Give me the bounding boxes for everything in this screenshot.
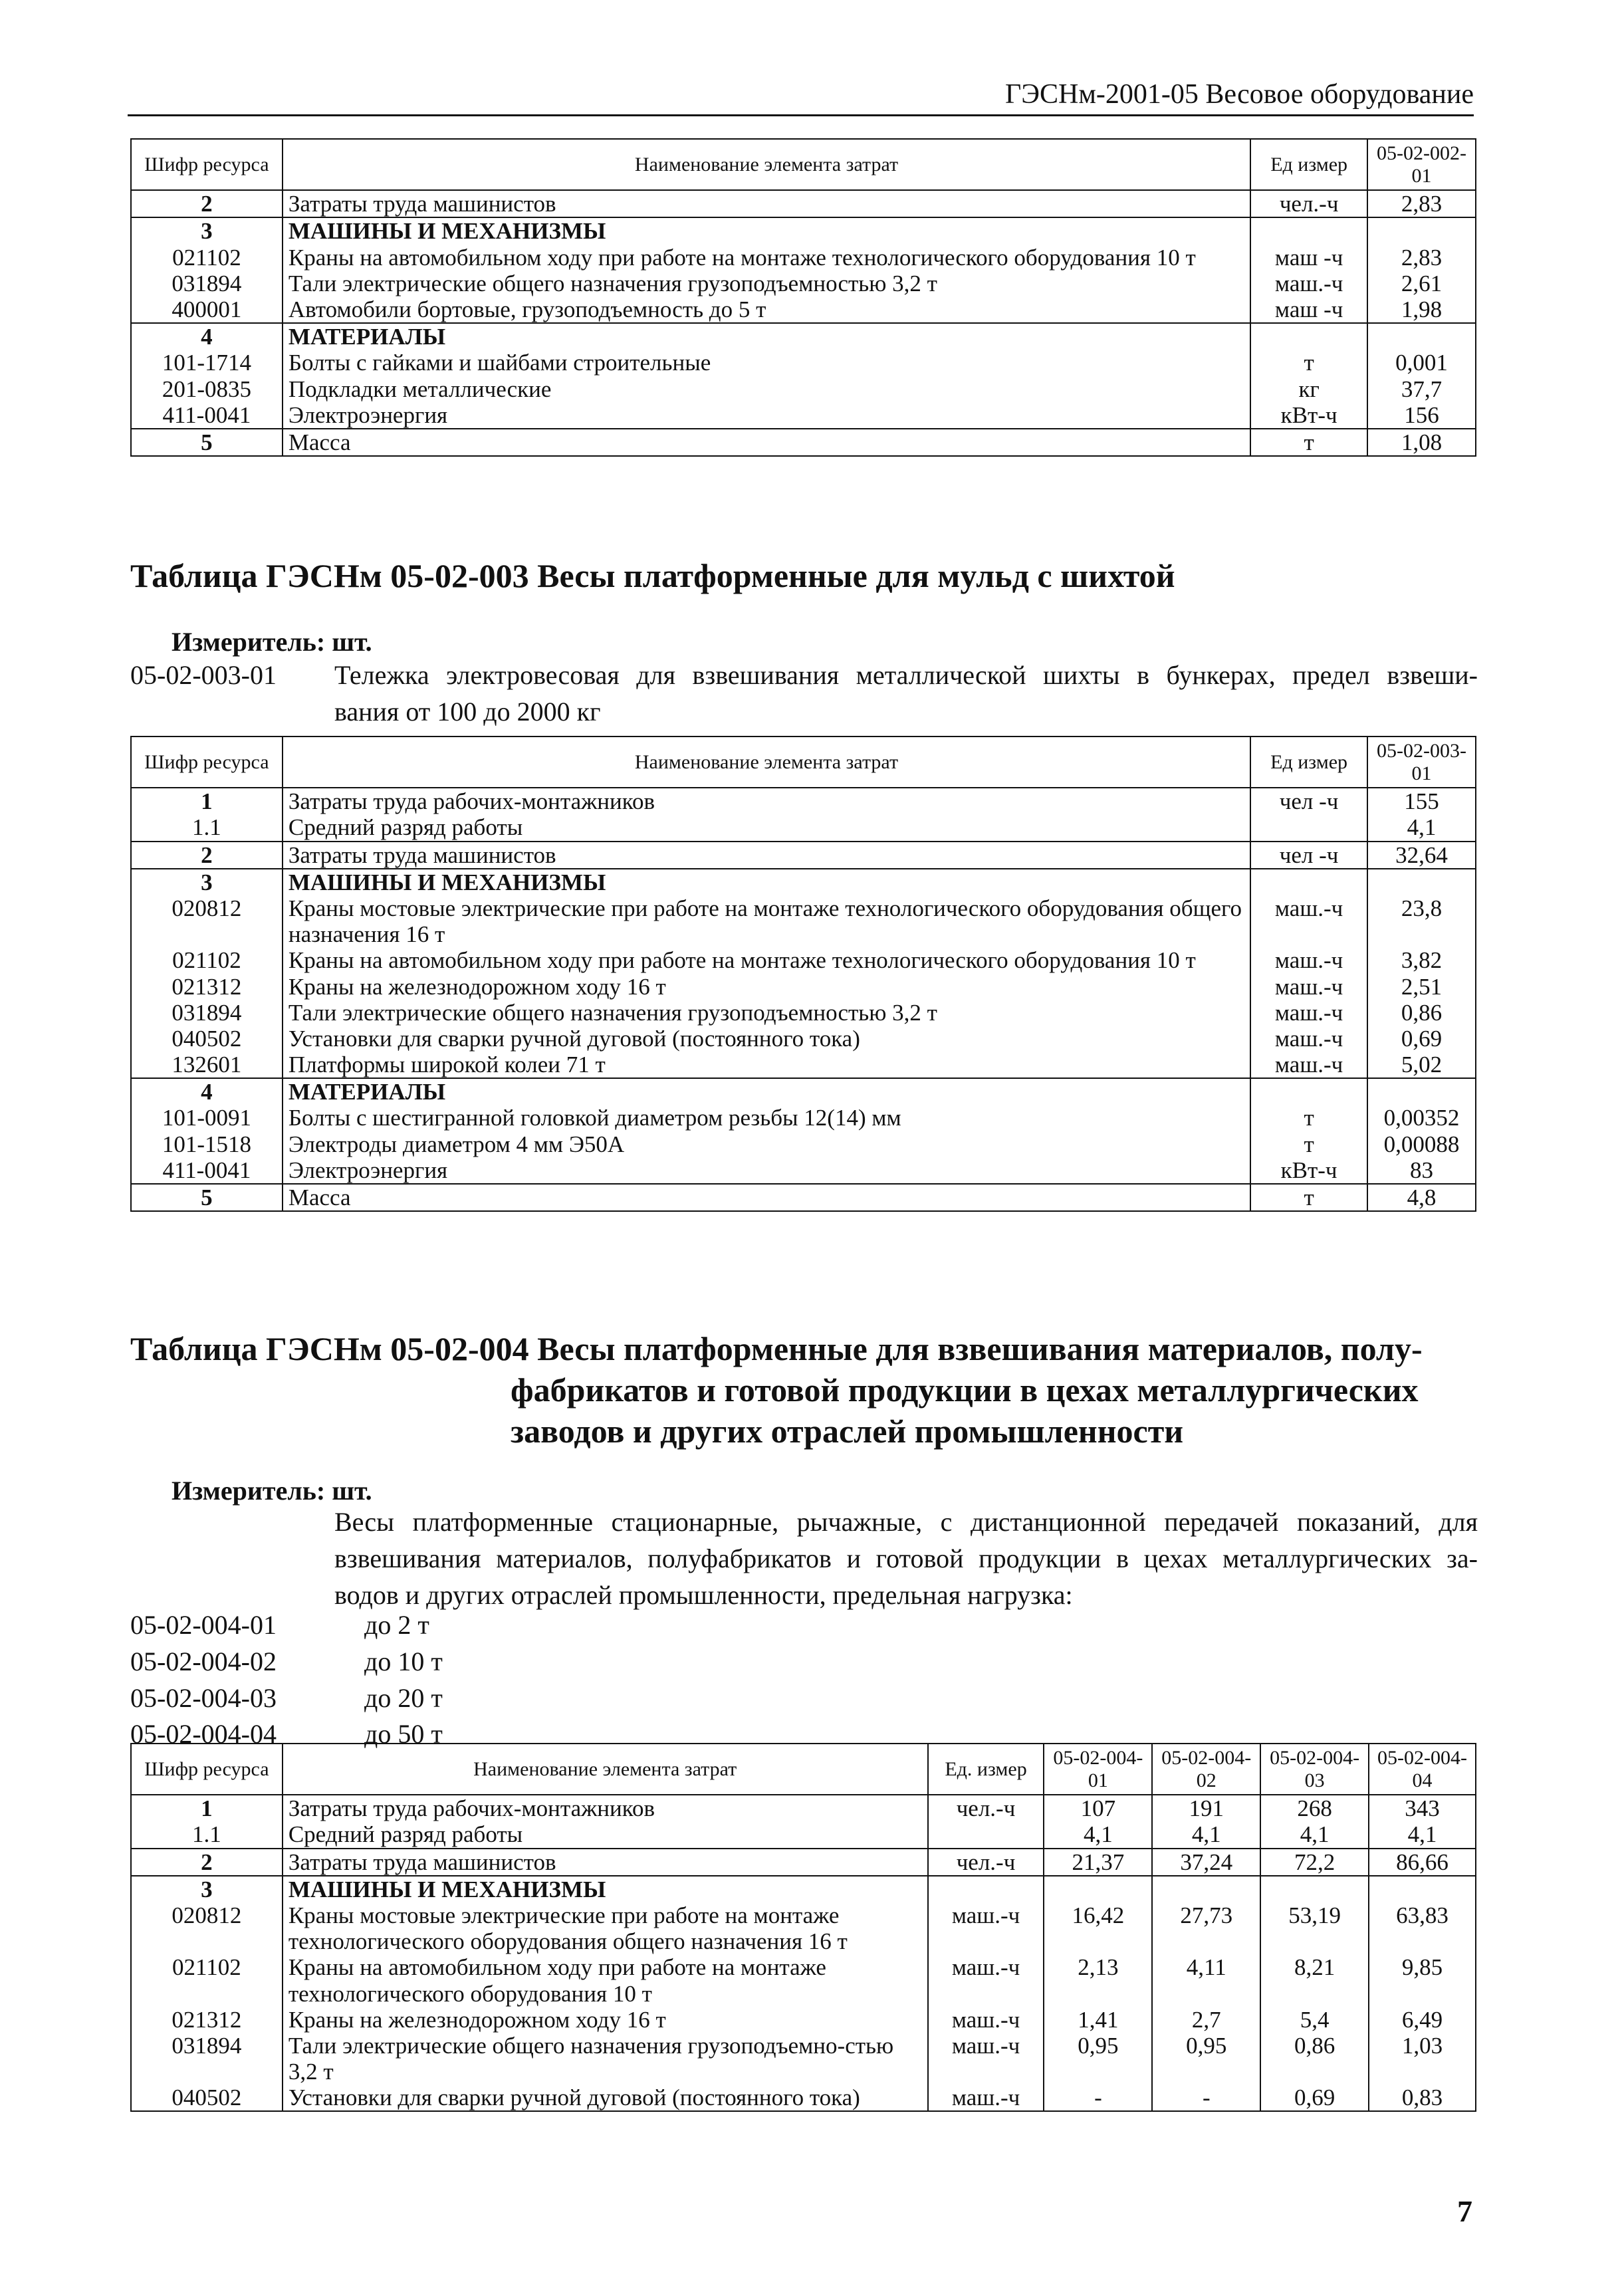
value-cell: 2,83: [1367, 245, 1476, 271]
resource-code-cell: 101-0091: [131, 1105, 283, 1131]
resource-code-cell: 031894: [131, 2033, 283, 2085]
cost-element-cell: Тали электрические общего назначения грузоподъемно-стью 3,2 т: [283, 2033, 928, 2085]
table-row: [131, 974, 1476, 1000]
cost-element-cell: Масса: [283, 429, 1250, 456]
unit-cell: [1250, 217, 1367, 244]
unit-cell: маш.-ч: [1250, 1000, 1367, 1026]
column-header: Ед измер: [1250, 737, 1367, 788]
resource-code-cell: 3: [131, 217, 283, 244]
table-title-05-02-004: [130, 1328, 1480, 1452]
table-row: [131, 869, 1476, 895]
value-cell: 5,4: [1260, 2007, 1369, 2033]
value-cell: 0,95: [1044, 2033, 1152, 2085]
cost-element-cell: Краны мостовые электрические при работе на монтаже технологического оборудования общего назначения 16 т: [283, 895, 1250, 947]
value-cell: 2,7: [1152, 2007, 1260, 2033]
table-body: [131, 1795, 1476, 2111]
meter-line: [172, 626, 372, 657]
value-cell: 2,61: [1367, 271, 1476, 296]
value-cell: 0,69: [1367, 1026, 1476, 1052]
value-cell: 6,49: [1369, 2007, 1476, 2033]
cost-element-cell: МАТЕРИАЛЫ: [283, 323, 1250, 350]
table-body: [131, 788, 1476, 1211]
cost-element-cell: МАШИНЫ И МЕХАНИЗМЫ: [283, 869, 1250, 895]
value-cell: 23,8: [1367, 895, 1476, 947]
value-cell: 0,00352: [1367, 1105, 1476, 1131]
column-header: 05-02-004-02: [1152, 1744, 1260, 1795]
value-cell: 107: [1044, 1795, 1152, 1821]
table-row: [131, 895, 1476, 947]
value-cell: 32,64: [1367, 842, 1476, 869]
unit-cell: [1250, 1078, 1367, 1105]
table-row: [131, 1795, 1476, 1821]
value-cell: 21,37: [1044, 1849, 1152, 1876]
resource-table-05-02-004: [130, 1743, 1476, 2112]
value-cell: 27,73: [1152, 1902, 1260, 1954]
item-code: 05-02-004-01: [130, 1610, 277, 1640]
unit-cell: маш.-ч: [1250, 895, 1367, 947]
column-header: Шифр ресурса: [131, 139, 283, 190]
table-row: [131, 1131, 1476, 1157]
unit-cell: чел.-ч: [928, 1849, 1044, 1876]
table-row: [131, 217, 1476, 244]
table-row: [131, 2085, 1476, 2111]
load-limit: до 10 т: [364, 1646, 443, 1676]
resource-code-cell: 1.1: [131, 814, 283, 841]
value-cell: [1367, 323, 1476, 350]
column-header: Ед измер: [1250, 139, 1367, 190]
resource-code-cell: 040502: [131, 1026, 283, 1052]
value-cell: [1152, 1876, 1260, 1902]
resource-code-cell: 5: [131, 1184, 283, 1211]
table-row: [131, 1821, 1476, 1848]
unit-cell: чел -ч: [1250, 788, 1367, 814]
unit-cell: т: [1250, 350, 1367, 376]
unit-cell: кВт-ч: [1250, 402, 1367, 429]
unit-cell: маш -ч: [1250, 245, 1367, 271]
value-cell: 4,8: [1367, 1184, 1476, 1211]
value-cell: 5,02: [1367, 1052, 1476, 1078]
item-description-line: Тележка электровесовая для взвешивания металлической шихты в бункерах, предел взвеши-: [334, 660, 1478, 690]
table-header: [131, 139, 1476, 190]
cost-element-cell: Электроды диаметром 4 мм Э50А: [283, 1131, 1250, 1157]
table-row: [131, 1026, 1476, 1052]
value-cell: 4,1: [1260, 1821, 1369, 1848]
cost-element-cell: Затраты труда рабочих-монтажников: [283, 1795, 928, 1821]
table-row: [131, 2007, 1476, 2033]
resource-code-cell: 021102: [131, 1954, 283, 2006]
table-row: [131, 1876, 1476, 1902]
load-limit: до 50 т: [364, 1719, 443, 1750]
value-cell: 2,13: [1044, 1954, 1152, 2006]
value-cell: 4,1: [1152, 1821, 1260, 1848]
table-row: [131, 1078, 1476, 1105]
table-row: [131, 190, 1476, 217]
unit-cell: т: [1250, 1105, 1367, 1131]
cost-element-cell: Затраты труда машинистов: [283, 190, 1250, 217]
resource-code-cell: 411-0041: [131, 402, 283, 429]
resource-code-cell: 411-0041: [131, 1157, 283, 1184]
resource-code-cell: 201-0835: [131, 376, 283, 402]
unit-cell: маш.-ч: [1250, 974, 1367, 1000]
value-cell: 0,86: [1367, 1000, 1476, 1026]
cost-element-cell: МАШИНЫ И МЕХАНИЗМЫ: [283, 217, 1250, 244]
value-cell: 0,86: [1260, 2033, 1369, 2085]
resource-code-cell: 132601: [131, 1052, 283, 1078]
cost-element-cell: Затраты труда машинистов: [283, 842, 1250, 869]
unit-cell: маш.-ч: [1250, 1052, 1367, 1078]
table-row: [131, 296, 1476, 323]
value-cell: 86,66: [1369, 1849, 1476, 1876]
table-row: [131, 1157, 1476, 1184]
resource-code-cell: 5: [131, 429, 283, 456]
cost-element-cell: Установки для сварки ручной дуговой (постоянного тока): [283, 2085, 928, 2111]
meter-value: шт.: [332, 627, 372, 657]
unit-cell: [1250, 814, 1367, 841]
cost-element-cell: Болты с гайками и шайбами строительные: [283, 350, 1250, 376]
resource-code-cell: 3: [131, 869, 283, 895]
value-cell: 1,41: [1044, 2007, 1152, 2033]
value-cell: 37,24: [1152, 1849, 1260, 1876]
value-cell: [1367, 217, 1476, 244]
cost-element-cell: Масса: [283, 1184, 1250, 1211]
column-header: Наименование элемента затрат: [283, 139, 1250, 190]
table-row: [131, 245, 1476, 271]
cost-element-cell: Средний разряд работы: [283, 814, 1250, 841]
value-cell: [1367, 869, 1476, 895]
unit-cell: маш.-ч: [1250, 947, 1367, 973]
resource-code-cell: 2: [131, 1849, 283, 1876]
cost-element-cell: Платформы широкой колеи 71 т: [283, 1052, 1250, 1078]
value-cell: 3,82: [1367, 947, 1476, 973]
resource-code-cell: 4: [131, 1078, 283, 1105]
value-cell: -: [1152, 2085, 1260, 2111]
title-line: заводов и других отраслей промышленности: [511, 1413, 1184, 1450]
column-header: 05-02-004-03: [1260, 1744, 1369, 1795]
value-cell: 4,1: [1369, 1821, 1476, 1848]
value-cell: 156: [1367, 402, 1476, 429]
column-header: 05-02-004-04: [1369, 1744, 1476, 1795]
cost-element-cell: Автомобили бортовые, грузоподъемность до 5 т: [283, 296, 1250, 323]
resource-code-cell: 2: [131, 842, 283, 869]
value-cell: 1,08: [1367, 429, 1476, 456]
code-list-item: [130, 1607, 443, 1644]
cost-element-cell: Затраты труда машинистов: [283, 1849, 928, 1876]
table-title-05-02-003: Таблица ГЭСНм 05-02-003 Весы платформенные для мульд с шихтой: [130, 557, 1175, 594]
unit-cell: маш.-ч: [928, 1902, 1044, 1954]
unit-cell: т: [1250, 429, 1367, 456]
resource-code-cell: 3: [131, 1876, 283, 1902]
table-row: [131, 1052, 1476, 1078]
resource-code-cell: 2: [131, 190, 283, 217]
load-limit: до 20 т: [364, 1682, 443, 1713]
value-cell: 16,42: [1044, 1902, 1152, 1954]
resource-code-cell: 031894: [131, 271, 283, 296]
cost-element-cell: Тали электрические общего назначения грузоподъемностью 3,2 т: [283, 1000, 1250, 1026]
cost-element-cell: Средний разряд работы: [283, 1821, 928, 1848]
unit-cell: чел.-ч: [1250, 190, 1367, 217]
cost-element-cell: Установки для сварки ручной дуговой (постоянного тока): [283, 1026, 1250, 1052]
load-limit: до 2 т: [364, 1610, 429, 1640]
item-code: 05-02-004-04: [130, 1719, 277, 1750]
table-row: [131, 814, 1476, 841]
unit-cell: маш.-ч: [928, 2033, 1044, 2085]
unit-cell: кВт-ч: [1250, 1157, 1367, 1184]
value-cell: 268: [1260, 1795, 1369, 1821]
value-cell: 83: [1367, 1157, 1476, 1184]
resource-code-cell: 1: [131, 788, 283, 814]
column-header: Наименование элемента затрат: [283, 737, 1250, 788]
resource-code-cell: 040502: [131, 2085, 283, 2111]
value-cell: [1260, 1876, 1369, 1902]
value-cell: [1044, 1876, 1152, 1902]
value-cell: 0,83: [1369, 2085, 1476, 2111]
table-row: [131, 842, 1476, 869]
meter-label: Измеритель:: [172, 627, 326, 657]
cost-element-cell: МАШИНЫ И МЕХАНИЗМЫ: [283, 1876, 928, 1902]
item-code: 05-02-004-02: [130, 1646, 277, 1676]
value-cell: 4,1: [1367, 814, 1476, 841]
cost-element-cell: Краны на автомобильном ходу при работе на монтаже технологического оборудования 10 т: [283, 245, 1250, 271]
resource-code-cell: 021312: [131, 2007, 283, 2033]
value-cell: 8,21: [1260, 1954, 1369, 2006]
meter-label: Измеритель:: [172, 1476, 326, 1506]
table-header: [131, 737, 1476, 788]
title-line: Таблица ГЭСНм 05-02-004 Весы платформенные для взвешивания материалов, полу-: [130, 1330, 1423, 1367]
cost-element-cell: Подкладки металлические: [283, 376, 1250, 402]
resource-table-05-02-003: [130, 736, 1476, 1212]
header-row: [131, 1744, 1476, 1795]
value-cell: 9,85: [1369, 1954, 1476, 2006]
title-line: фабрикатов и готовой продукции в цехах металлургических: [511, 1371, 1419, 1409]
value-cell: 2,83: [1367, 190, 1476, 217]
cost-element-cell: Болты с шестигранной головкой диаметром резьбы 12(14) мм: [283, 1105, 1250, 1131]
value-cell: 0,95: [1152, 2033, 1260, 2085]
unit-cell: маш.-ч: [928, 1954, 1044, 2006]
table-row: [131, 1184, 1476, 1211]
resource-code-cell: 021102: [131, 245, 283, 271]
unit-cell: [1250, 869, 1367, 895]
item-code: 05-02-003-01: [130, 660, 277, 690]
column-header: 05-02-004-01: [1044, 1744, 1152, 1795]
cost-element-cell: Затраты труда рабочих-монтажников: [283, 788, 1250, 814]
item-description-line: вания от 100 до 2000 кг: [334, 697, 601, 727]
resource-code-cell: 031894: [131, 1000, 283, 1026]
unit-cell: кг: [1250, 376, 1367, 402]
unit-cell: [1250, 323, 1367, 350]
table-row: [131, 1902, 1476, 1954]
column-header: Шифр ресурса: [131, 737, 283, 788]
unit-cell: т: [1250, 1184, 1367, 1211]
table-row: [131, 2033, 1476, 2085]
code-list-item: [130, 1680, 443, 1717]
value-cell: [1369, 1876, 1476, 1902]
table-body: [131, 190, 1476, 456]
value-cell: 343: [1369, 1795, 1476, 1821]
cost-element-cell: Краны на автомобильном ходу при работе на монтаже технологического оборудования 10 т: [283, 947, 1250, 973]
column-header: Наименование элемента затрат: [283, 1744, 928, 1795]
value-cell: 155: [1367, 788, 1476, 814]
table-row: [131, 350, 1476, 376]
resource-code-cell: 101-1714: [131, 350, 283, 376]
resource-code-cell: 021102: [131, 947, 283, 973]
value-cell: 4,11: [1152, 1954, 1260, 2006]
value-cell: [1367, 1078, 1476, 1105]
value-cell: 191: [1152, 1795, 1260, 1821]
unit-cell: т: [1250, 1131, 1367, 1157]
item-description-line: взвешивания материалов, полуфабрикатов и готовой продукции в цехах металлургических за-: [334, 1543, 1478, 1573]
code-list-item: [130, 1644, 443, 1680]
value-cell: -: [1044, 2085, 1152, 2111]
cost-element-cell: Тали электрические общего назначения грузоподъемностью 3,2 т: [283, 271, 1250, 296]
code-list: [130, 1607, 443, 1753]
header-row: [131, 737, 1476, 788]
table-header: [131, 1744, 1476, 1795]
unit-cell: [928, 1821, 1044, 1848]
table-row: [131, 376, 1476, 402]
unit-cell: маш.-ч: [928, 2007, 1044, 2033]
unit-cell: маш.-ч: [928, 2085, 1044, 2111]
value-cell: 0,001: [1367, 350, 1476, 376]
resource-code-cell: 1.1: [131, 1821, 283, 1848]
page-number: 7: [1457, 2194, 1472, 2228]
table-row: [131, 788, 1476, 814]
resource-code-cell: 020812: [131, 1902, 283, 1954]
cost-element-cell: МАТЕРИАЛЫ: [283, 1078, 1250, 1105]
cost-element-cell: Краны на автомобильном ходу при работе на монтаже технологического оборудования 10 т: [283, 1954, 928, 2006]
table-row: [131, 947, 1476, 973]
value-cell: 0,69: [1260, 2085, 1369, 2111]
column-header: 05-02-003-01: [1367, 737, 1476, 788]
table-row: [131, 271, 1476, 296]
cost-element-cell: Краны мостовые электрические при работе на монтаже технологического оборудования общего назначения 16 т: [283, 1902, 928, 1954]
value-cell: 53,19: [1260, 1902, 1369, 1954]
unit-cell: маш.-ч: [1250, 271, 1367, 296]
unit-cell: [928, 1876, 1044, 1902]
meter-value: шт.: [332, 1476, 372, 1506]
resource-code-cell: 020812: [131, 895, 283, 947]
column-header: Шифр ресурса: [131, 1744, 283, 1795]
item-description-line: водов и других отраслей промышленности, предельная нагрузка:: [334, 1580, 1073, 1610]
column-header: 05-02-002-01: [1367, 139, 1476, 190]
resource-code-cell: 101-1518: [131, 1131, 283, 1157]
column-header: Ед. измер: [928, 1744, 1044, 1795]
value-cell: 0,00088: [1367, 1131, 1476, 1157]
table-row: [131, 323, 1476, 350]
value-cell: 72,2: [1260, 1849, 1369, 1876]
table-row: [131, 1954, 1476, 2006]
cost-element-cell: Электроэнергия: [283, 402, 1250, 429]
resource-code-cell: 400001: [131, 296, 283, 323]
value-cell: 63,83: [1369, 1902, 1476, 1954]
resource-code-cell: 021312: [131, 974, 283, 1000]
resource-code-cell: 1: [131, 1795, 283, 1821]
cost-element-cell: Электроэнергия: [283, 1157, 1250, 1184]
cost-element-cell: Краны на железнодорожном ходу 16 т: [283, 974, 1250, 1000]
value-cell: 37,7: [1367, 376, 1476, 402]
item-description-line: Весы платформенные стационарные, рычажные, с дистанционной передачей показаний, для: [334, 1507, 1478, 1537]
unit-cell: чел.-ч: [928, 1795, 1044, 1821]
table-row: [131, 1849, 1476, 1876]
value-cell: 4,1: [1044, 1821, 1152, 1848]
resource-code-cell: 4: [131, 323, 283, 350]
table-row: [131, 1000, 1476, 1026]
value-cell: 1,98: [1367, 296, 1476, 323]
value-cell: 2,51: [1367, 974, 1476, 1000]
table-row: [131, 1105, 1476, 1131]
header-row: [131, 139, 1476, 190]
cost-element-cell: Краны на железнодорожном ходу 16 т: [283, 2007, 928, 2033]
value-cell: 1,03: [1369, 2033, 1476, 2085]
unit-cell: маш.-ч: [1250, 1026, 1367, 1052]
running-header: ГЭСНм-2001-05 Весовое оборудование: [128, 78, 1474, 116]
unit-cell: маш -ч: [1250, 296, 1367, 323]
unit-cell: чел -ч: [1250, 842, 1367, 869]
resource-table-05-02-002: [130, 138, 1476, 457]
table-row: [131, 429, 1476, 456]
meter-line: [172, 1475, 372, 1506]
item-code: 05-02-004-03: [130, 1682, 277, 1713]
table-row: [131, 402, 1476, 429]
